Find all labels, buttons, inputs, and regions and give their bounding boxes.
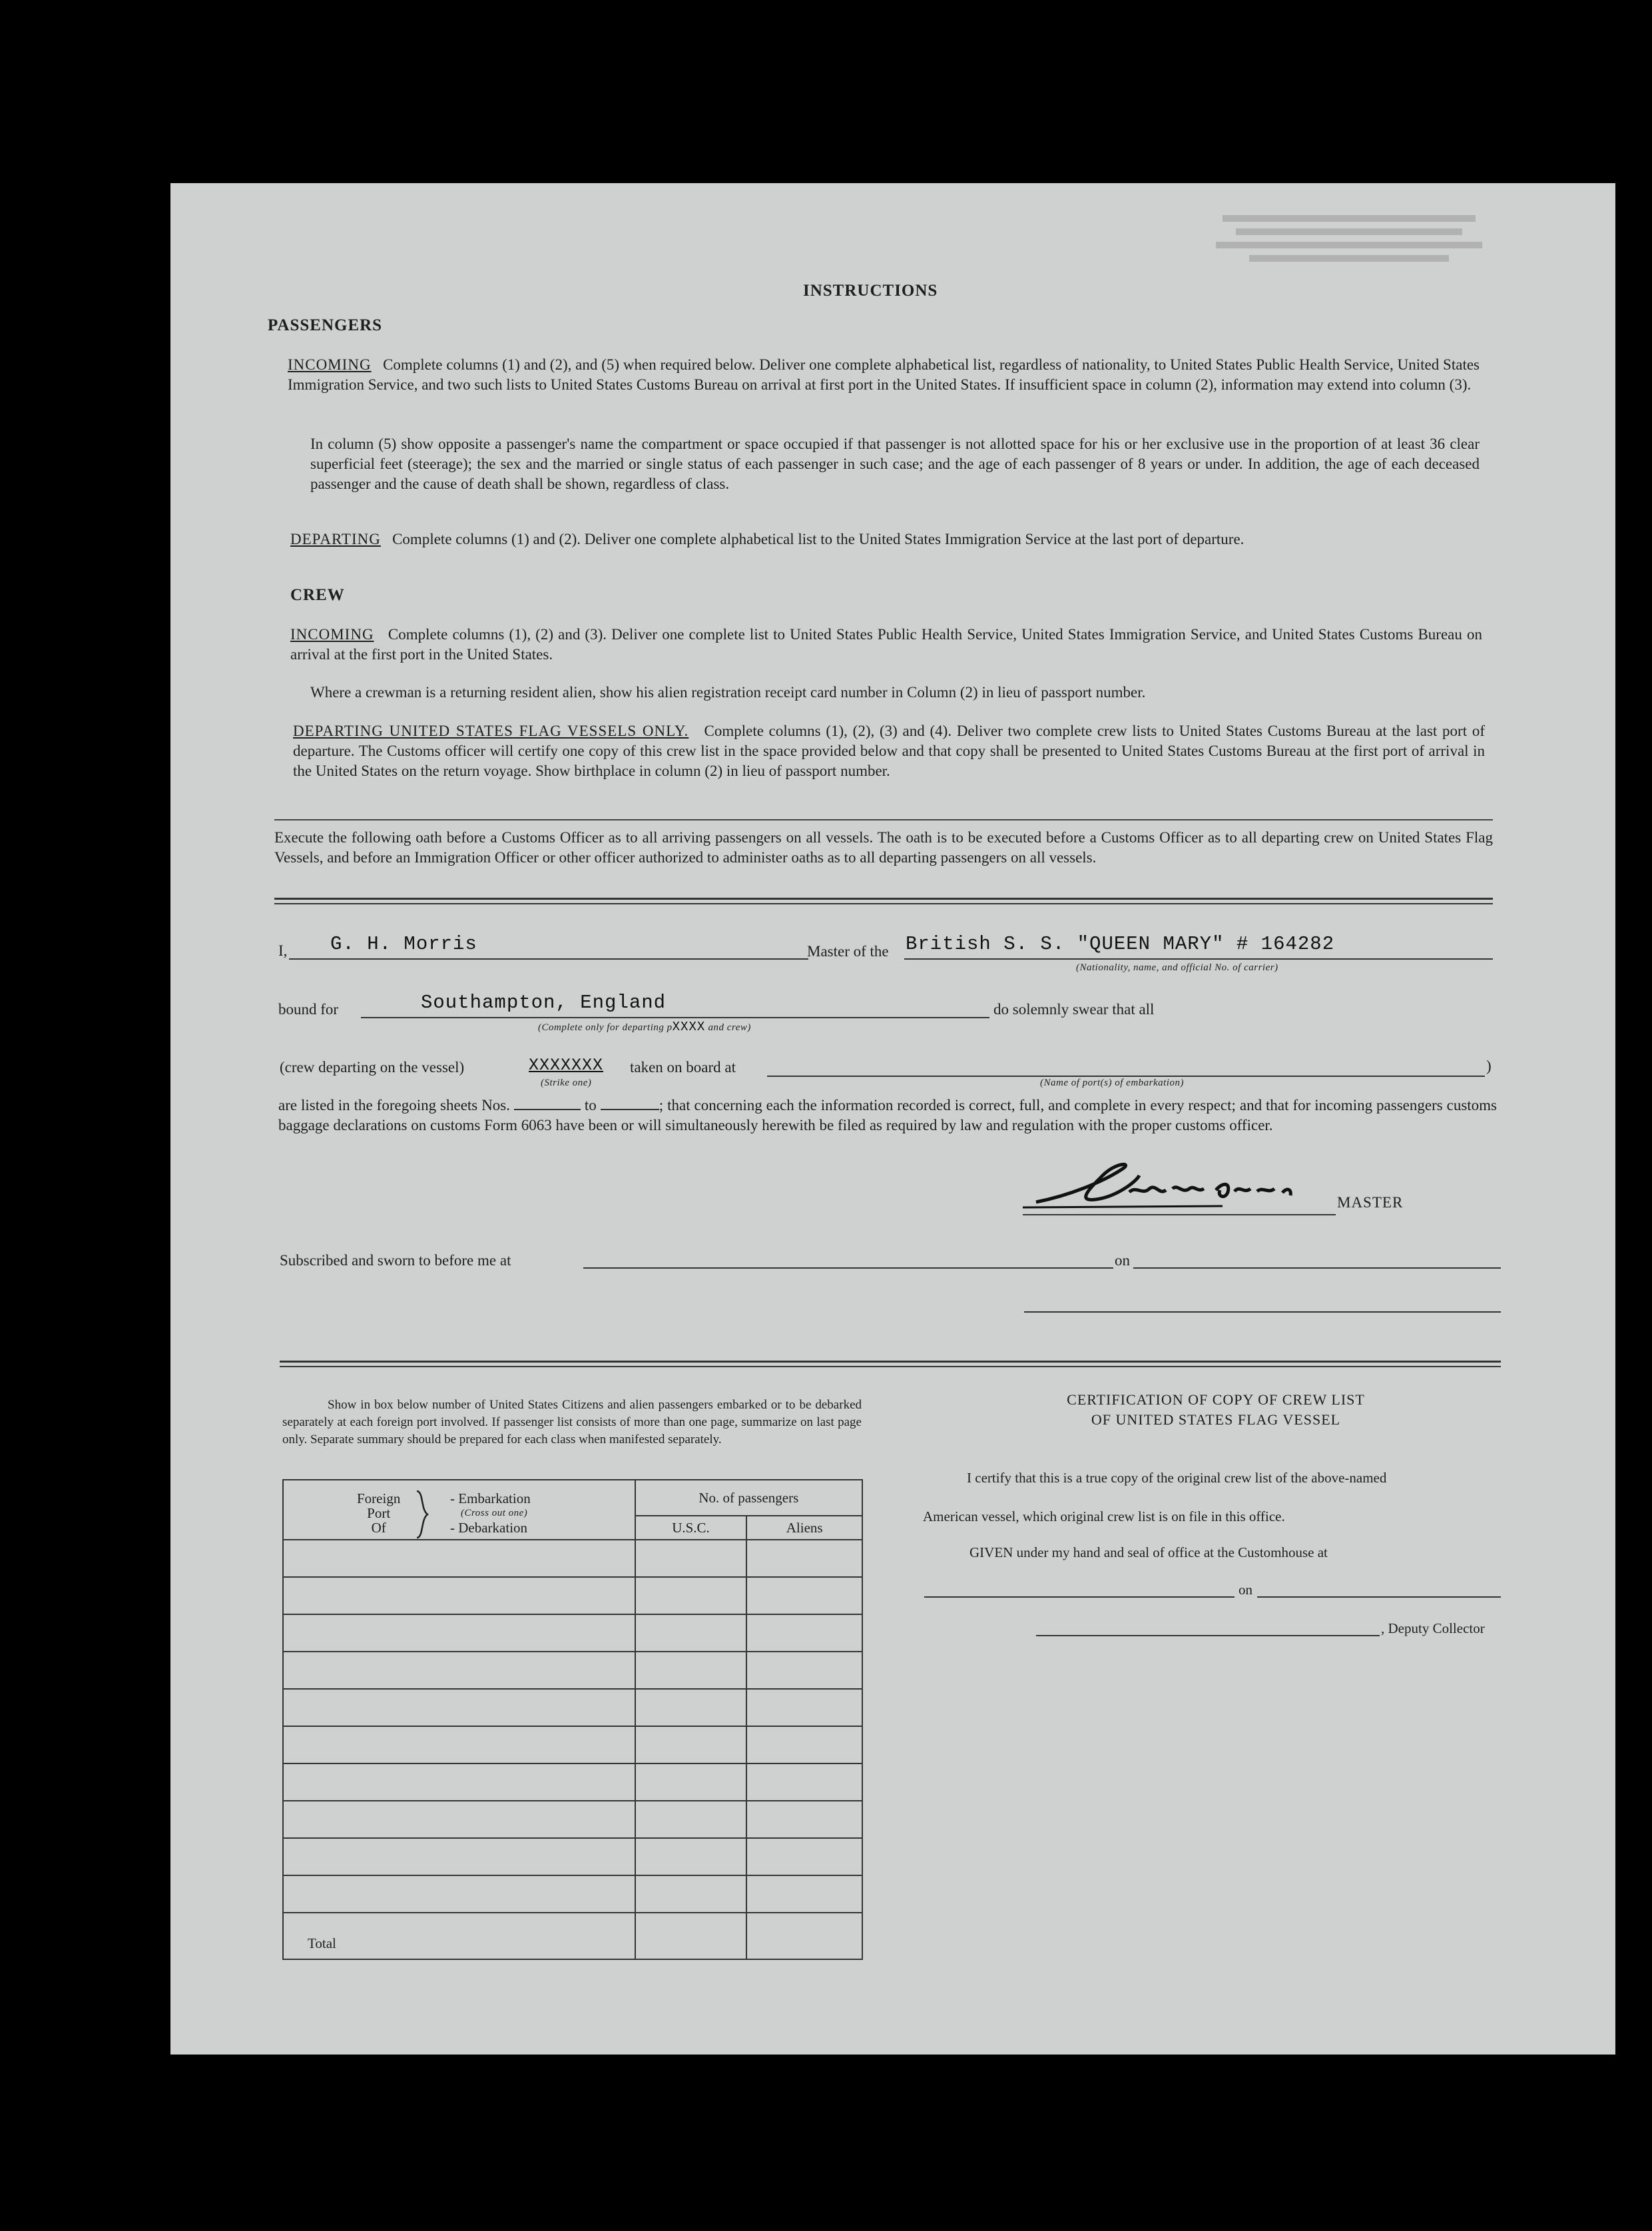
- sworn-location-field[interactable]: [583, 1246, 1113, 1269]
- usc-cell[interactable]: [635, 1875, 747, 1913]
- table-total-row: [283, 1913, 862, 1959]
- passengers-heading: PASSENGERS: [268, 316, 383, 334]
- given-text: GIVEN under my hand and seal of office at the Customhouse at: [969, 1544, 1328, 1560]
- port-cell[interactable]: [283, 1689, 635, 1726]
- port-cell[interactable]: [283, 1838, 635, 1875]
- table-row: [283, 1763, 862, 1801]
- usc-cell[interactable]: [635, 1763, 747, 1801]
- officer-signature-line[interactable]: [1024, 1290, 1501, 1313]
- certification-title: CERTIFICATION OF COPY OF CREW LIST OF UNITED STATES FLAG VESSEL: [1067, 1391, 1365, 1428]
- passengers-incoming-paragraph: [288, 355, 1480, 395]
- table-row: [283, 1577, 862, 1614]
- page-title: INSTRUCTIONS: [803, 282, 938, 300]
- certification-date-field[interactable]: [1257, 1576, 1501, 1598]
- port-cell[interactable]: [283, 1875, 635, 1913]
- debarkation-label: - Debarkation: [450, 1520, 528, 1536]
- passengers-departing-text: Complete columns (1) and (2). Deliver one complete alphabetical list to the United States Immigration Service at the last port of departure.: [392, 531, 1244, 547]
- passengers-incoming-lead: INCOMING: [288, 356, 372, 373]
- aliens-cell[interactable]: [746, 1726, 862, 1763]
- sheet-from-field[interactable]: [514, 1097, 581, 1110]
- aliens-cell[interactable]: [746, 1577, 862, 1614]
- strike-one-typed: XXXXXXX: [529, 1056, 604, 1075]
- aliens-total-cell[interactable]: [746, 1913, 862, 1959]
- passengers-departing-paragraph: [290, 529, 1480, 549]
- listed-sheets-paragraph: are listed in the foregoing sheets Nos. to ; that concerning each the information recorded is correct, full, and complete in every respect; and that for incoming passengers customs baggage declarations on customs Form 6063 have been or will simultaneously herewith be filed as required by law and regulation with the proper customs officer.: [278, 1097, 1498, 1133]
- master-signature-line[interactable]: [1023, 1191, 1336, 1215]
- carrier-value: British S. S. "QUEEN MARY" # 164282: [906, 933, 1335, 955]
- usc-total-cell[interactable]: [635, 1913, 747, 1959]
- usc-header: U.S.C.: [635, 1516, 747, 1540]
- brace-icon: [414, 1490, 431, 1539]
- table-row: [283, 1689, 862, 1726]
- aliens-header: Aliens: [746, 1516, 862, 1540]
- destination-value: Southampton, England: [421, 992, 667, 1014]
- usc-cell[interactable]: [635, 1801, 747, 1838]
- aliens-cell[interactable]: [746, 1875, 862, 1913]
- carrier-caption: (Nationality, name, and official No. of carrier): [1076, 962, 1278, 973]
- usc-cell[interactable]: [635, 1689, 747, 1726]
- close-paren: ): [1486, 1058, 1492, 1074]
- crew-heading: CREW: [290, 586, 345, 604]
- port-cell[interactable]: [283, 1540, 635, 1577]
- usc-cell[interactable]: [635, 1838, 747, 1875]
- no-of-passengers-header: No. of passengers: [635, 1480, 862, 1516]
- master-name-value: G. H. Morris: [330, 933, 477, 955]
- port-cell[interactable]: [283, 1726, 635, 1763]
- cross-out-label: (Cross out one): [461, 1508, 528, 1518]
- crew-flag-vessel-text: Complete columns (1), (2), (3) and (4). Deliver two complete crew lists to United States Customs Bureau at the last port of departure. The Customs officer will certify one copy of this crew list in the space provided below and that copy shall be presented to United States Customs Bureau at the first port of arrival in the United States on the return voyage. Show birthplace in column (2) in lieu of passport number.: [293, 723, 1486, 779]
- destination-field[interactable]: [361, 994, 989, 1018]
- summary-instructions: Show in box below number of United States Citizens and alien passengers embarked or to be debarked separately at each foreign port involved. If passenger list consists of more than one page, summarize on last page only. Separate summary should be prepared for each class when manifested separately.: [282, 1398, 862, 1446]
- aliens-cell[interactable]: [746, 1652, 862, 1689]
- carrier-field[interactable]: [904, 933, 1493, 960]
- usc-cell[interactable]: [635, 1726, 747, 1763]
- solemnly-swear-label: do solemnly swear that all: [993, 1001, 1155, 1018]
- bound-for-label: bound for: [278, 1001, 339, 1018]
- port-cell[interactable]: [283, 1763, 635, 1801]
- customhouse-field[interactable]: [924, 1576, 1235, 1598]
- deputy-collector-signature-line[interactable]: [1036, 1615, 1380, 1636]
- table-row: [283, 1614, 862, 1652]
- sheet-to-field[interactable]: [601, 1097, 659, 1110]
- aliens-cell[interactable]: [746, 1838, 862, 1875]
- oath-i-label: I,: [278, 942, 288, 959]
- usc-cell[interactable]: [635, 1540, 747, 1577]
- port-header-cell: [283, 1480, 635, 1540]
- usc-cell[interactable]: [635, 1652, 747, 1689]
- port-cell[interactable]: [283, 1801, 635, 1838]
- certify-text-2: American vessel, which original crew list is on file in this office.: [923, 1508, 1285, 1524]
- form-sheet: [170, 183, 1615, 2055]
- sworn-date-field[interactable]: [1133, 1246, 1501, 1269]
- usc-cell[interactable]: [635, 1614, 747, 1652]
- aliens-cell[interactable]: [746, 1540, 862, 1577]
- passenger-summary-table: [282, 1479, 863, 1960]
- passengers-departing-lead: DEPARTING: [290, 531, 381, 547]
- strike-one-caption: (Strike one): [541, 1078, 592, 1088]
- of-label: Of: [371, 1520, 386, 1536]
- table-row: [283, 1801, 862, 1838]
- port-cell[interactable]: [283, 1652, 635, 1689]
- crew-departing-label: (crew departing on the vessel): [280, 1059, 465, 1076]
- bound-caption: (Complete only for departing pXXXX and crew): [538, 1020, 751, 1034]
- usc-cell[interactable]: [635, 1577, 747, 1614]
- master-label: MASTER: [1337, 1194, 1404, 1211]
- port-cell[interactable]: [283, 1577, 635, 1614]
- embarkation-caption: (Name of port(s) of embarkation): [1040, 1078, 1184, 1088]
- bleed-through-stamp-icon: [1209, 210, 1489, 270]
- aliens-cell[interactable]: [746, 1689, 862, 1726]
- oath-intro-paragraph: Execute the following oath before a Customs Officer as to all arriving passengers on all vessels. The oath is to be executed before a Customs Officer as to all departing crew on United States Flag Vessels, and before an Immigration Officer or other officer authorized to administer oaths as to all departing passengers on all vessels.: [274, 829, 1493, 866]
- certification-on-label: on: [1239, 1582, 1252, 1598]
- double-rule: [274, 898, 1493, 904]
- table-row: [283, 1726, 862, 1763]
- certify-text-1: I certify that this is a true copy of the original crew list of the above-named: [967, 1470, 1387, 1486]
- embarkation-port-field[interactable]: [767, 1054, 1485, 1077]
- crew-flag-vessel-paragraph: [293, 721, 1485, 781]
- sworn-on-label: on: [1115, 1252, 1130, 1269]
- port-label: Port: [367, 1505, 391, 1521]
- subscribed-label: Subscribed and sworn to before me at: [280, 1252, 511, 1269]
- total-label: Total: [283, 1913, 635, 1959]
- crew-incoming-text: Complete columns (1), (2) and (3). Deliver one complete list to United States Public Health Service, United States Immigration Service, and United States Customs Bureau on arrival at the first port in the United States.: [290, 626, 1482, 663]
- crew-flag-vessel-lead: DEPARTING UNITED STATES FLAG VESSELS ONLY.: [293, 723, 689, 739]
- passengers-column5-paragraph: In column (5) show opposite a passenger's name the compartment or space occupied if that passenger is not allotted space for his or her exclusive use in the proportion of at least 36 clear superficial feet (steerage); the sex and the married or single status of each passenger in such case; and the age of each passenger of 8 years or under. In addition, the age of each deceased passenger and the cause of death shall be shown, regardless of class.: [310, 436, 1480, 492]
- master-name-field[interactable]: [289, 933, 808, 960]
- taken-on-board-label: taken on board at: [630, 1059, 736, 1076]
- table-row: [283, 1838, 862, 1875]
- section-divider: [274, 819, 1493, 820]
- table-header-row: [283, 1480, 862, 1516]
- crew-incoming-paragraph: [290, 625, 1482, 665]
- double-rule-lower: [280, 1361, 1501, 1367]
- embarkation-label: - Embarkation: [450, 1490, 531, 1506]
- passengers-incoming-text: Complete columns (1) and (2), and (5) when required below. Deliver one complete alphabetical list, regardless of nationality, to United States Public Health Service, United States Immigration Service, and two such lists to United States Customs Bureau on arrival at first port in the United States. If insufficient space in column (2), information may extend into column (3).: [288, 356, 1480, 393]
- crew-resident-alien-paragraph: Where a crewman is a returning resident alien, show his alien registration receipt card number in Column (2) in lieu of passport number.: [310, 684, 1146, 701]
- master-of-label: Master of the: [807, 943, 889, 960]
- table-row: [283, 1875, 862, 1913]
- table-row: [283, 1652, 862, 1689]
- crew-incoming-lead: INCOMING: [290, 626, 374, 643]
- deputy-collector-label: , Deputy Collector: [1381, 1620, 1485, 1636]
- aliens-cell[interactable]: [746, 1614, 862, 1652]
- aliens-cell[interactable]: [746, 1801, 862, 1838]
- foreign-label: Foreign: [357, 1490, 401, 1506]
- port-cell[interactable]: [283, 1614, 635, 1652]
- aliens-cell[interactable]: [746, 1763, 862, 1801]
- table-row: [283, 1540, 862, 1577]
